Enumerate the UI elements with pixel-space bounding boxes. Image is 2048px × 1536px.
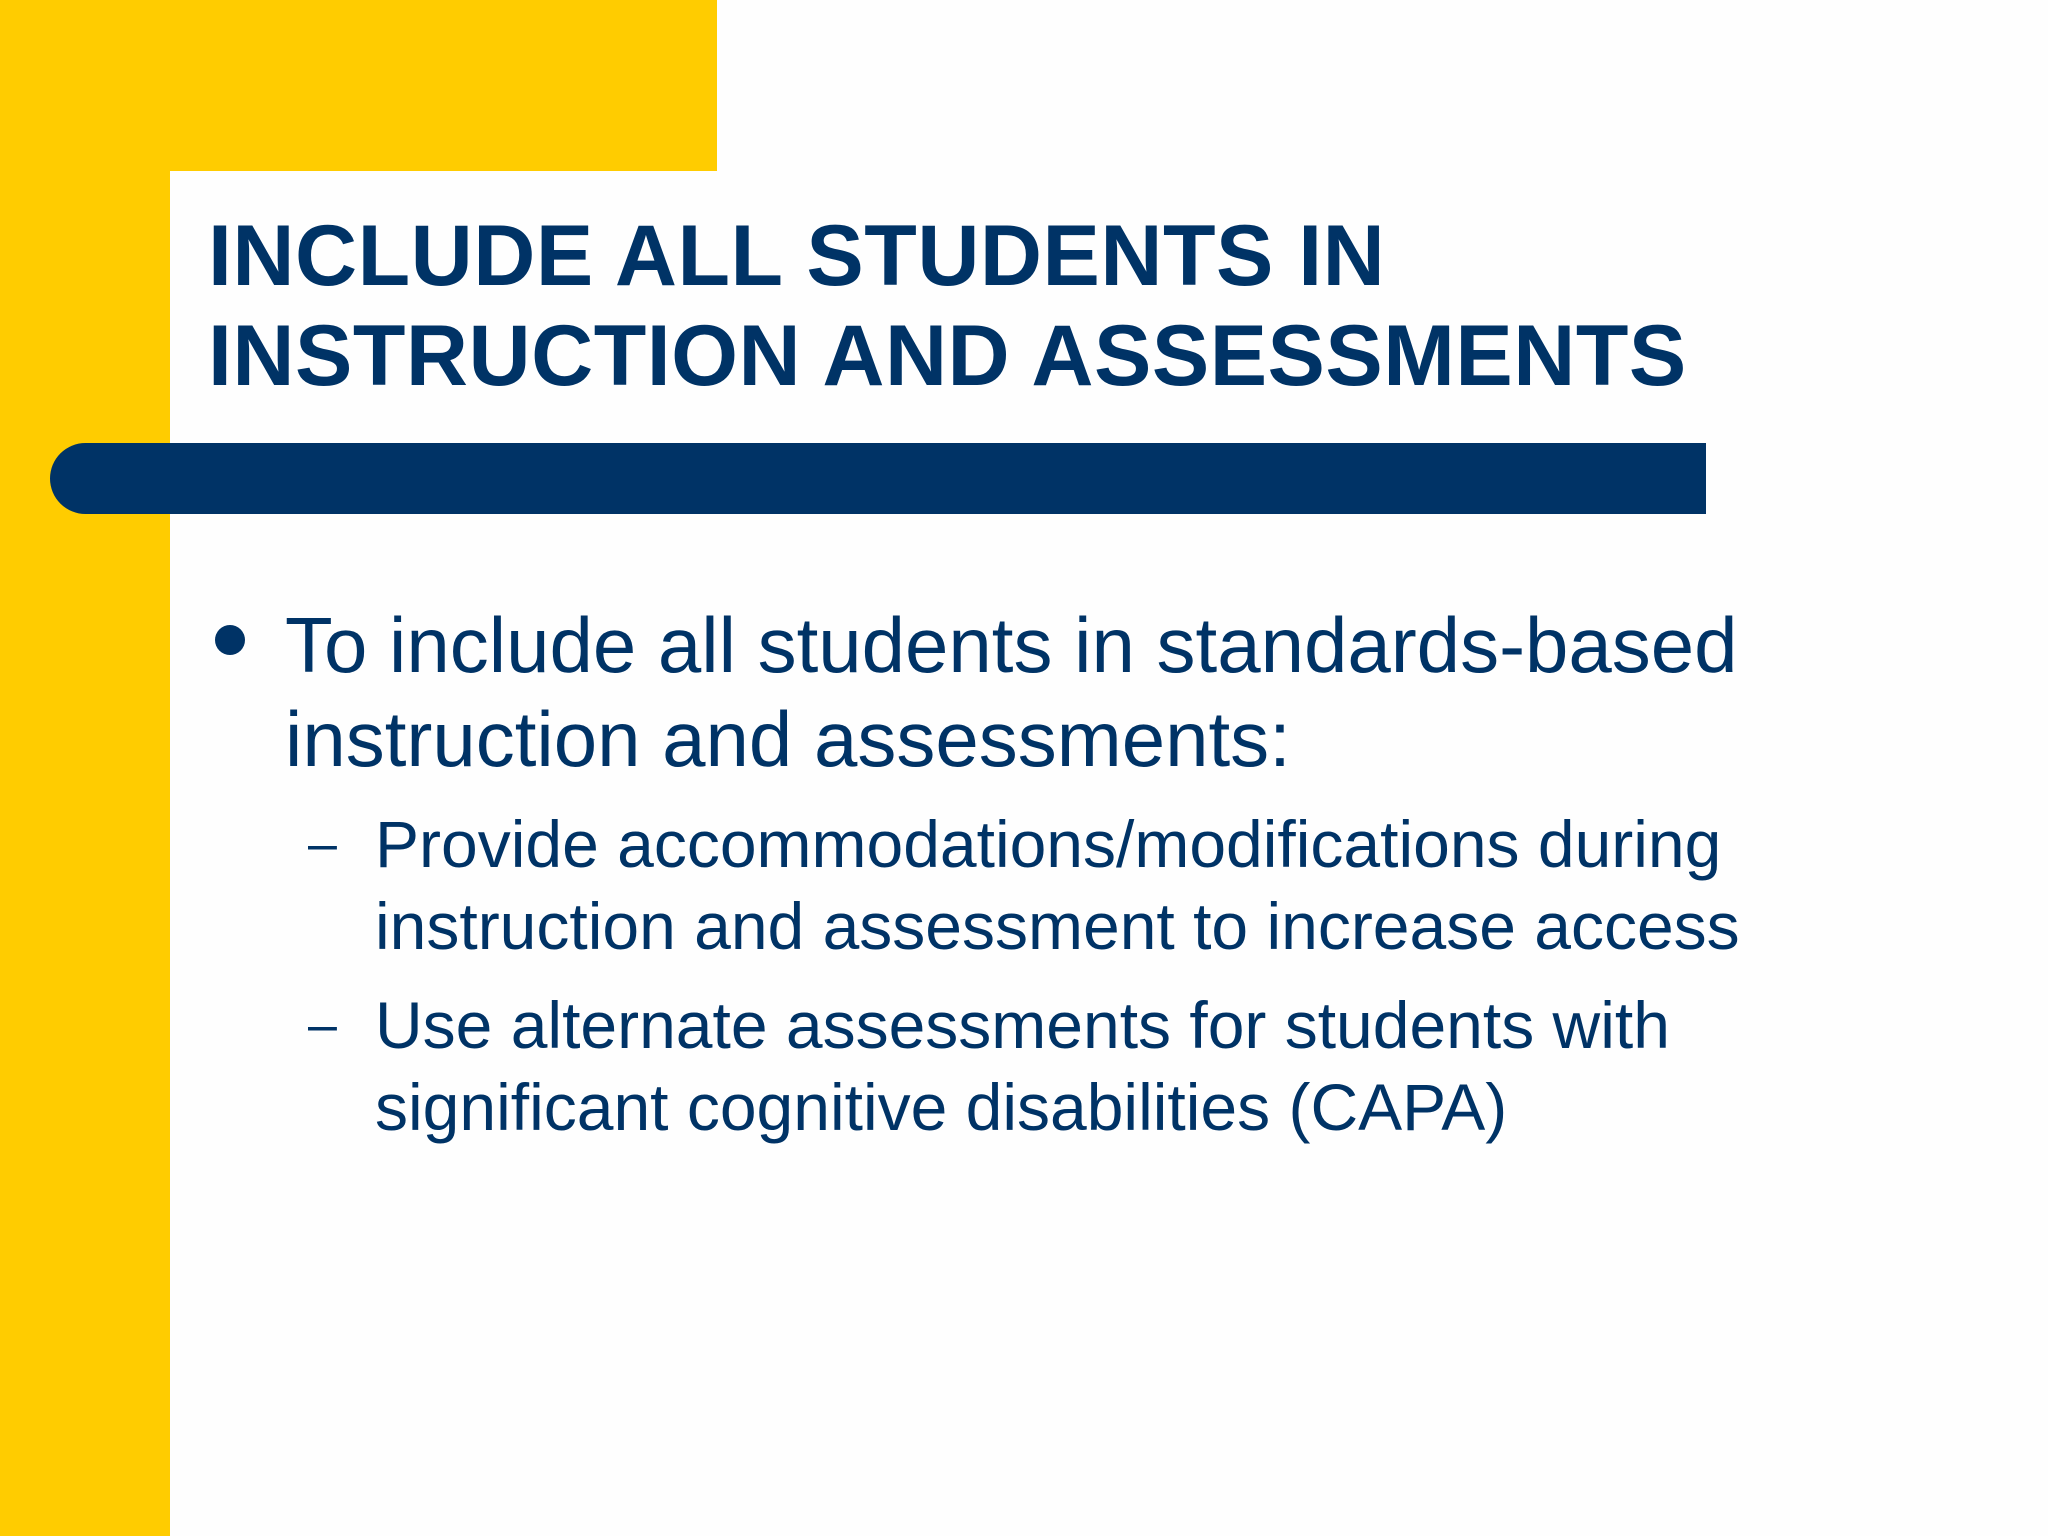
sub-bullet-line-1: Provide accommodations/modifications during (375, 807, 1722, 881)
bullet-item (285, 598, 1965, 786)
slide-title-line-2: INSTRUCTION AND ASSESSMENTS (208, 308, 1687, 404)
sub-bullet-line-2: significant cognitive disabilities (CAPA) (375, 1070, 1508, 1144)
slide-title-line-1: INCLUDE ALL STUDENTS IN (208, 208, 1386, 304)
yellow-accent-left (0, 0, 170, 1536)
bullet-item-line-2: instruction and assessments: (285, 695, 1291, 783)
sub-bullet-dash-icon: – (308, 815, 337, 873)
slide-title (208, 206, 1888, 406)
sub-bullet-item-accommodations (375, 803, 1995, 967)
sub-bullet-dash-icon: – (308, 996, 337, 1054)
sub-bullet-line-2: instruction and assessment to increase access (375, 889, 1740, 963)
sub-bullet-item-alternate-assessments (375, 984, 1995, 1148)
sub-bullet-line-1: Use alternate assessments for students with (375, 988, 1670, 1062)
title-underline-bar (50, 443, 1706, 514)
bullet-item-line-1: To include all students in standards-based (285, 601, 1738, 689)
bullet-dot-icon (215, 625, 245, 655)
